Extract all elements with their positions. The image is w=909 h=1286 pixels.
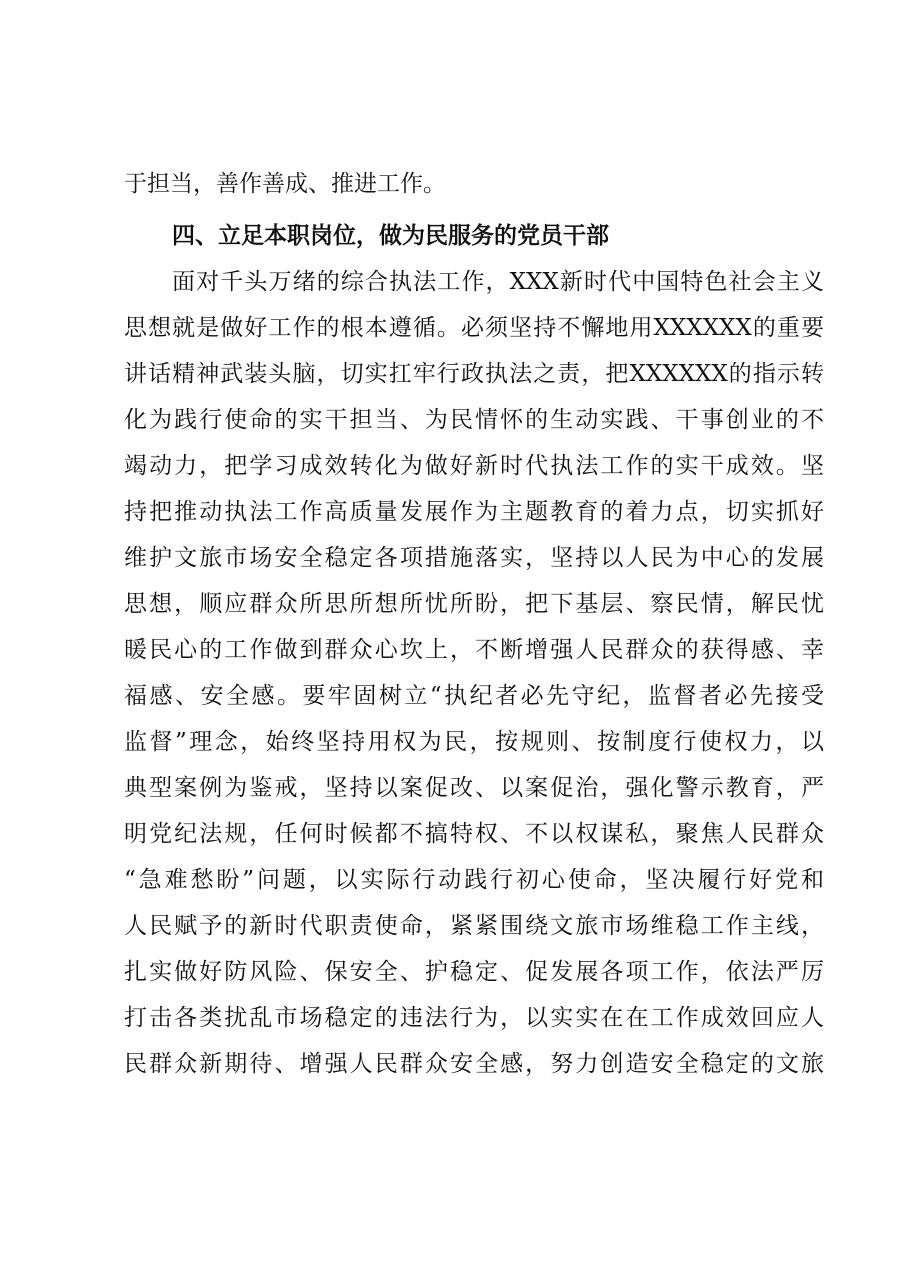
paragraph-line: 思想，顺应群众所思所想所忧所盼，把下基层、察民情，解民忧 [124, 591, 824, 617]
paragraph-line: “急难愁盼”问题，以实际行动践行初心使命，坚决履行好党和 [124, 867, 824, 893]
paragraph-line: 持把推动执法工作高质量发展作为主题教育的着力点，切实抓好 [124, 499, 824, 525]
continuation-line: 于担当，善作善成、推进工作。 [124, 171, 446, 197]
paragraph-line: 典型案例为鉴戒，坚持以案促改、以案促治，强化警示教育，严 [124, 775, 824, 801]
paragraph-line: 化为践行使命的实干担当、为民情怀的生动实践、干事创业的不 [124, 407, 824, 433]
paragraph-line: 打击各类扰乱市场稳定的违法行为，以实实在在工作成效回应人 [124, 1005, 824, 1031]
paragraph-line: 面对千头万绪的综合执法工作，XXX新时代中国特色社会主义 [172, 269, 824, 295]
paragraph-line: 暖民心的工作做到群众心坎上，不断增强人民群众的获得感、幸 [124, 637, 824, 663]
paragraph-line: 福感、安全感。要牢固树立“执纪者必先守纪，监督者必先接受 [124, 683, 824, 709]
paragraph-line: 竭动力，把学习成效转化为做好新时代执法工作的实干成效。坚 [124, 453, 824, 479]
paragraph-line: 讲话精神武装头脑，切实扛牢行政执法之责，把XXXXXX的指示转 [124, 361, 824, 387]
section-heading: 四、立足本职岗位，做为民服务的党员干部 [172, 223, 609, 249]
paragraph-line: 人民赋予的新时代职责使命，紧紧围绕文旅市场维稳工作主线， [124, 913, 824, 939]
paragraph-line: 思想就是做好工作的根本遵循。必须坚持不懈地用XXXXXX的重要 [124, 315, 824, 341]
paragraph-line: 扎实做好防风险、保安全、护稳定、促发展各项工作，依法严厉 [124, 959, 824, 985]
paragraph-line: 民群众新期待、增强人民群众安全感，努力创造安全稳定的文旅 [124, 1051, 824, 1077]
paragraph-line: 维护文旅市场安全稳定各项措施落实，坚持以人民为中心的发展 [124, 545, 824, 571]
paragraph-line: 监督”理念，始终坚持用权为民，按规则、按制度行使权力，以 [124, 729, 824, 755]
paragraph-line: 明党纪法规，任何时候都不搞特权、不以权谋私，聚焦人民群众 [124, 821, 824, 847]
